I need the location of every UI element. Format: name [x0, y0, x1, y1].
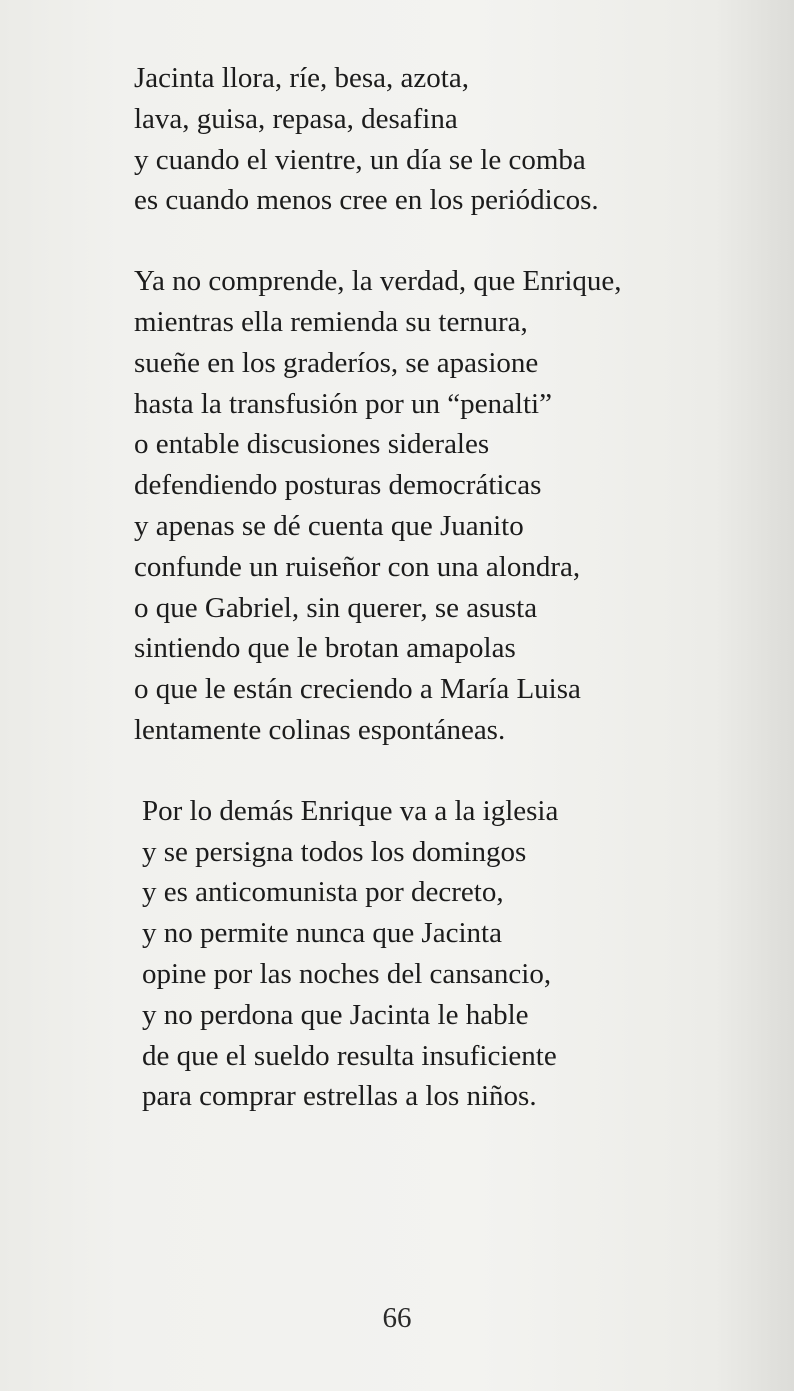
poem-line: confunde un ruiseñor con una alondra,: [134, 550, 581, 583]
poem-line: y no permite nunca que Jacinta: [142, 917, 502, 950]
poem-line: hasta la transfusión por un “penalti”: [134, 387, 552, 420]
poem-line: lentamente colinas espontáneas.: [134, 713, 506, 746]
poem-line: mientras ella remienda su ternura,: [134, 305, 528, 338]
stanza-2: [134, 261, 734, 751]
stanza-1: [134, 58, 734, 221]
poem-line: y apenas se dé cuenta que Juanito: [134, 509, 524, 542]
poem-line: y es anticomunista por decreto,: [142, 876, 504, 909]
page-number: 66: [382, 1302, 412, 1334]
poem-line: lava, guisa, repasa, desafina: [134, 102, 458, 135]
poem-line: sueñe en los graderíos, se apasione: [134, 346, 539, 379]
poem-line: Ya no comprende, la verdad, que Enrique,: [134, 265, 622, 298]
poem-line: defendiendo posturas democráticas: [134, 469, 542, 502]
poem-line: o entable discusiones siderales: [134, 428, 490, 461]
poem-line: y cuando el vientre, un día se le comba: [134, 143, 586, 176]
poem-line: y no perdona que Jacinta le hable: [142, 998, 529, 1031]
poem-line: Jacinta llora, ríe, besa, azota,: [134, 62, 469, 94]
stanza-3: [134, 791, 734, 1117]
poem-line: es cuando menos cree en los periódicos.: [134, 184, 599, 217]
poem-line: opine por las noches del cansancio,: [142, 957, 552, 990]
poem-line: sintiendo que le brotan amapolas: [134, 632, 516, 665]
poem-line: Por lo demás Enrique va a la iglesia: [142, 794, 559, 827]
poem-line: o que le están creciendo a María Luisa: [134, 673, 581, 706]
poem-line: para comprar estrellas a los niños.: [142, 1080, 537, 1113]
poem: [134, 58, 734, 1117]
poem-line: de que el sueldo resulta insuficiente: [142, 1039, 557, 1072]
poem-line: y se persigna todos los domingos: [142, 835, 527, 868]
poem-line: o que Gabriel, sin querer, se asusta: [134, 591, 538, 624]
